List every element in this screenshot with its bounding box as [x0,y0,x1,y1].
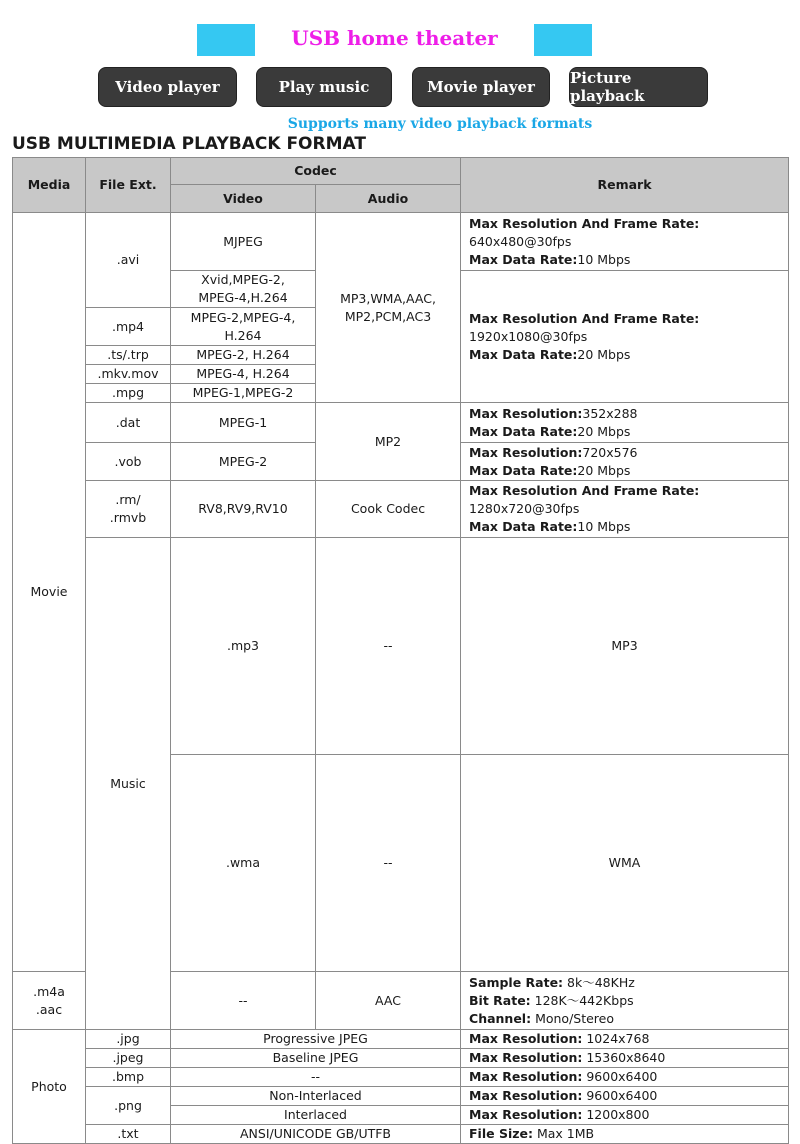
codec-mkv: MPEG-4, H.264 [171,365,316,384]
media-photo: Photo [13,1030,86,1144]
remark-label: Max Resolution: [469,1107,583,1122]
remark-line: Max Resolution And Frame Rate: [469,310,700,326]
codec-txt: ANSI/UNICODE GB/UTFB [171,1125,461,1144]
video-player-button[interactable]: Video player [98,67,237,107]
codec-avi-xvid: Xvid,MPEG-2, MPEG-4,H.264 [171,271,316,308]
remark-value: 10 Mbps [577,251,631,267]
header-codec: Codec [171,158,461,185]
audio-movie-main: MP3,WMA,AAC, MP2,PCM,AC3 [316,213,461,403]
remark-label: Max Resolution: [469,1031,583,1046]
remark-txt [461,1125,789,1144]
codec-rm: RV8,RV9,RV10 [171,481,316,538]
codec-progressive-jpeg: Progressive JPEG [171,1030,461,1049]
ext-ts: .ts/.trp [86,346,171,365]
ext-jpeg: .jpeg [86,1049,171,1068]
ext-png: .png [86,1087,171,1125]
remark-value: 1024x768 [582,1031,650,1046]
play-music-button[interactable]: Play music [256,67,392,107]
codec-interlaced: Interlaced [171,1106,461,1125]
video-mp3: -- [316,538,461,755]
codec-ts: MPEG-2, H.264 [171,346,316,365]
remark-label: Max Data Rate: [469,423,578,439]
remark-value: 20 Mbps [577,462,631,478]
remark-label: Max Resolution: [469,1088,583,1103]
banner-title: USB home theater [291,26,498,50]
remark-line [469,992,786,1010]
remark-label: Max Resolution: [469,1069,583,1084]
subtitle: Supports many video playback formats [287,116,593,132]
audio-aac: AAC [316,972,461,1030]
remark-label: Bit Rate: [469,992,531,1008]
remark-value: 15360x8640 [582,1050,666,1065]
audio-mp2: MP2 [316,403,461,481]
remark-avi [461,213,789,271]
remark-label: Channel: [469,1010,532,1026]
video-m4a: -- [171,972,316,1030]
ext-wma: .wma [171,755,316,972]
ext-m4a: .m4a .aac [13,972,86,1030]
codec-mp4: MPEG-2,MPEG-4, H.264 [171,308,316,346]
banner-square-left [197,24,255,56]
remark-label: Max Resolution: [469,444,583,460]
ext-rm: .rm/ .rmvb [86,481,171,538]
remark-vob [461,443,789,481]
picture-playback-button[interactable]: Picture playback [569,67,708,107]
ext-jpg: .jpg [86,1030,171,1049]
remark-value: 1200x800 [582,1107,650,1122]
remark-value: 10 Mbps [577,519,631,534]
ext-avi: .avi [86,213,171,308]
remark-line [469,405,786,423]
page-heading: USB MULTIMEDIA PLAYBACK FORMAT [12,134,366,154]
remark-rm [461,481,789,538]
remark-value: 8k～48KHz [563,974,635,990]
header-audio: Audio [316,185,461,213]
remark-line: 1280x720@30fps [469,501,580,516]
ext-mp4: .mp4 [86,308,171,346]
remark-value: 128K～442Kbps [530,992,634,1008]
ext-mpg: .mpg [86,384,171,403]
remark-value: 9600x6400 [582,1069,658,1084]
codec-avi-mjpeg: MJPEG [171,213,316,271]
remark-mp4-group [461,271,789,403]
audio-mp3: MP3 [461,538,789,755]
remark-label: Max Data Rate: [469,462,578,478]
codec-mpg: MPEG-1,MPEG-2 [171,384,316,403]
remark-line: Max Resolution And Frame Rate: [469,215,700,231]
remark-label: Max Resolution: [469,405,583,421]
remark-value: 352x288 [582,405,638,421]
remark-png-2 [461,1106,789,1125]
remark-label: Max Data Rate: [469,251,578,267]
remark-label: File Size: [469,1126,533,1141]
ext-mp3: .mp3 [171,538,316,755]
codec-bmp: -- [171,1068,461,1087]
ext-dat: .dat [86,403,171,443]
remark-jpg [461,1030,789,1049]
ext-vob: .vob [86,443,171,481]
remark-value: 9600x6400 [582,1088,658,1103]
remark-line [469,251,786,269]
codec-dat: MPEG-1 [171,403,316,443]
banner-square-right [534,24,592,56]
media-movie: Movie [13,213,86,972]
remark-value: 720x576 [582,444,638,460]
remark-value: 20 Mbps [577,423,631,439]
ext-txt: .txt [86,1125,171,1144]
remark-line [469,462,786,480]
header-video: Video [171,185,316,213]
header-remark: Remark [461,158,789,213]
remark-line: Max Resolution And Frame Rate: [469,483,700,498]
remark-line [469,444,786,462]
format-table [12,157,789,1144]
remark-line: 1920x1080@30fps [469,328,588,344]
remark-m4a [461,972,789,1030]
remark-dat [461,403,789,443]
remark-line [469,423,786,441]
codec-baseline-jpeg: Baseline JPEG [171,1049,461,1068]
remark-label: Max Data Rate: [469,519,578,534]
remark-png-1 [461,1087,789,1106]
media-music: Music [86,538,171,1030]
codec-vob: MPEG-2 [171,443,316,481]
audio-wma: WMA [461,755,789,972]
ext-mkv: .mkv.mov [86,365,171,384]
remark-line [469,1010,786,1028]
remark-label: Max Data Rate: [469,346,578,362]
remark-jpeg [461,1049,789,1068]
audio-cook: Cook Codec [316,481,461,538]
remark-value: Mono/Stereo [531,1010,615,1026]
remark-label: Sample Rate: [469,974,564,990]
remark-line: 640x480@30fps [469,233,572,249]
remark-value: Max 1MB [533,1126,595,1141]
ext-bmp: .bmp [86,1068,171,1087]
codec-non-interlaced: Non-Interlaced [171,1087,461,1106]
remark-line [469,346,786,364]
remark-line [469,974,786,992]
header-file-ext: File Ext. [86,158,171,213]
remark-line [469,518,786,536]
remark-label: Max Resolution: [469,1050,583,1065]
remark-bmp [461,1068,789,1087]
video-wma: -- [316,755,461,972]
header-media: Media [13,158,86,213]
remark-value: 20 Mbps [577,346,631,362]
movie-player-button[interactable]: Movie player [412,67,550,107]
